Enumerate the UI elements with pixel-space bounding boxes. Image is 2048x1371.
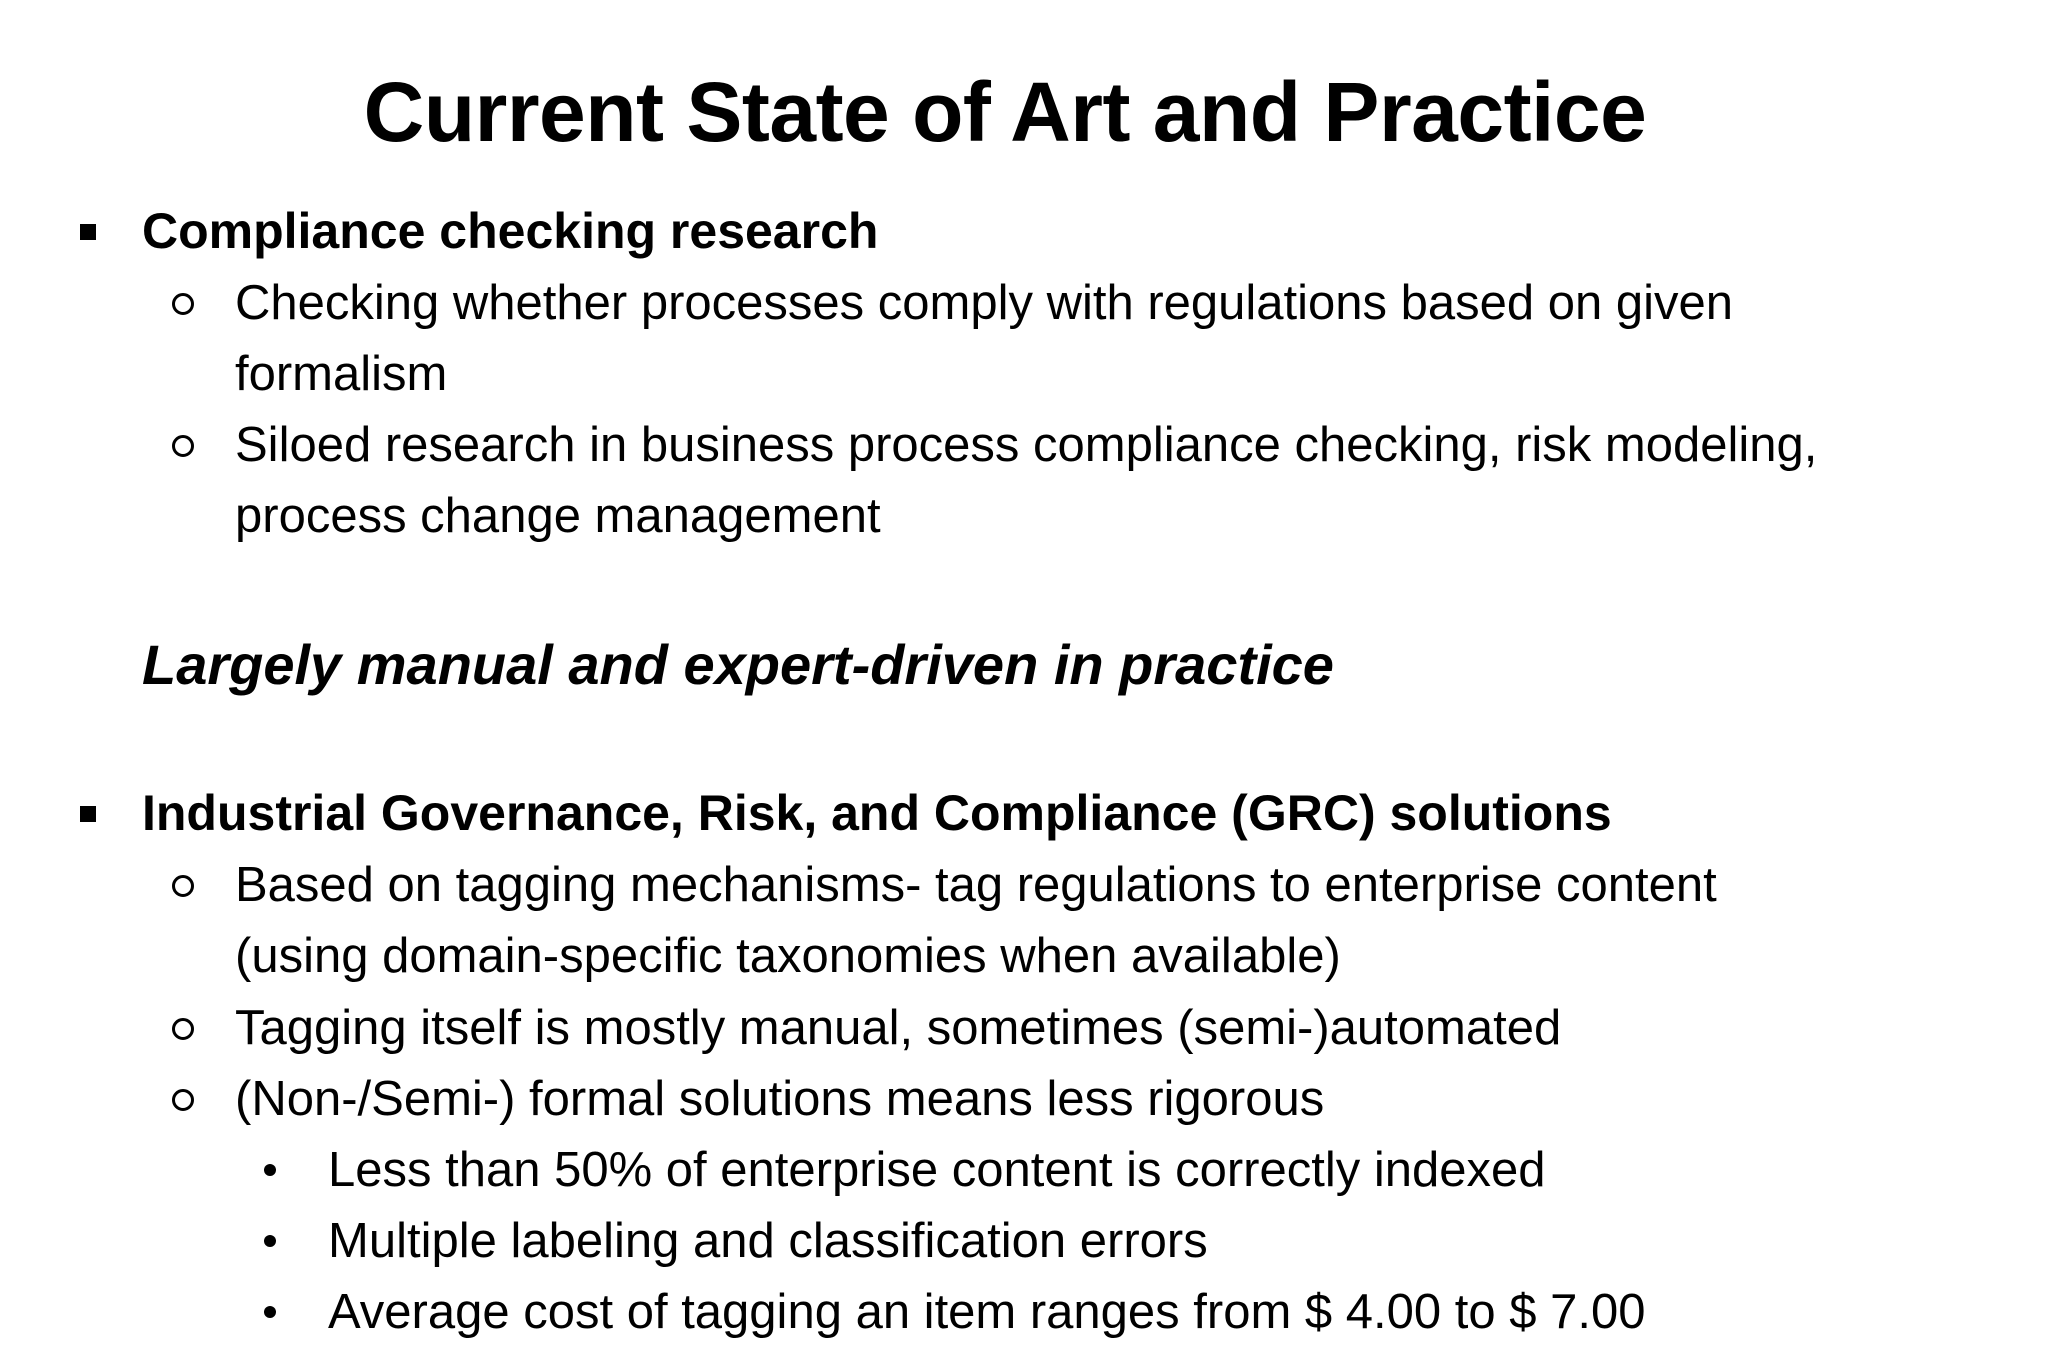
- sub-list-item: Multiple labeling and classification errors: [328, 1214, 1208, 1268]
- dot-bullet-icon: [264, 1306, 276, 1318]
- sub-list-item: Average cost of tagging an item ranges from $ 4.00 to $ 7.00: [328, 1285, 1646, 1339]
- circle-bullet-icon: [172, 875, 194, 897]
- list-item-line: formalism: [235, 347, 448, 401]
- slide-title: Current State of Art and Practice: [363, 65, 1647, 159]
- list-item-line: (using domain-specific taxonomies when available): [235, 929, 1341, 983]
- section-heading-compliance-checking: Compliance checking research: [142, 203, 879, 259]
- list-item-line: Siloed research in business process compliance checking, risk modeling,: [235, 418, 1818, 472]
- circle-bullet-icon: [172, 1018, 194, 1040]
- emphasis-statement: Largely manual and expert-driven in practice: [142, 633, 1334, 696]
- section-heading-grc-solutions: Industrial Governance, Risk, and Compliance (GRC) solutions: [142, 785, 1612, 841]
- dot-bullet-icon: [264, 1235, 276, 1247]
- square-bullet-icon: [80, 224, 96, 240]
- circle-bullet-icon: [172, 293, 194, 315]
- list-item-line: Checking whether processes comply with regulations based on given: [235, 276, 1734, 330]
- sub-list-item: Less than 50% of enterprise content is correctly indexed: [328, 1143, 1546, 1197]
- list-item-line: (Non-/Semi-) formal solutions means less rigorous: [235, 1072, 1325, 1126]
- square-bullet-icon: [80, 806, 96, 822]
- list-item-line: Based on tagging mechanisms- tag regulations to enterprise content: [235, 858, 1717, 912]
- list-item-line: Tagging itself is mostly manual, sometimes (semi-)automated: [235, 1001, 1562, 1055]
- circle-bullet-icon: [172, 1089, 194, 1111]
- dot-bullet-icon: [264, 1164, 276, 1176]
- list-item-line: process change management: [235, 489, 881, 543]
- circle-bullet-icon: [172, 435, 194, 457]
